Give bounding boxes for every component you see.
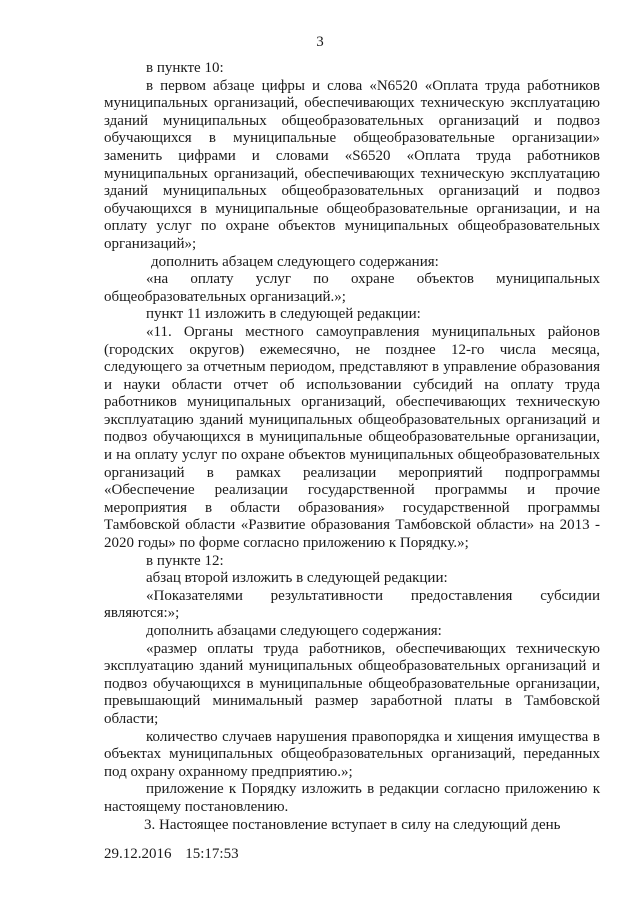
paragraph: дополнить абзацами следующего содержания: <box>146 623 442 639</box>
paragraph: приложение к Порядку изложить в редакции согласно приложению к настоящему постановлению. <box>104 781 600 815</box>
document-body <box>104 60 600 834</box>
paragraph: «11. Органы местного самоуправления муниципальных районов (городских округов) ежемесячно, не позднее 12-го числа месяца, следующего за отчетным периодом, представляют в управление образования и науки области отчет об использовании субсидий на оплату труда работников муниципальных организаций, обеспечивающих техническую эксплуатацию зданий муниципальных общеобразовательных организаций и подвоз обучающихся в муниципальные общеобразовательные организации, и на оплату услуг по охране объектов муниципальных общеобразовательных организаций в рамках реализации мероприятий подпрограммы «Обеспечение реализации государственной программы и прочие мероприятия в области образования» государственной программы Тамбовской области «Развитие образования Тамбовской области» на 2013 - 2020 годы» по форме согласно приложению к Порядку.»; <box>104 323 600 552</box>
paragraph: в пункте 10: <box>146 60 224 76</box>
paragraph: количество случаев нарушения правопорядка и хищения имущества в объектах муниципальных общеобразовательных организаций, переданных под охрану охранному предприятию.»; <box>104 728 600 780</box>
paragraph: «на оплату услуг по охране объектов муниципальных общеобразовательных организаций.»; <box>104 271 600 305</box>
paragraph: в первом абзаце цифры и слова «N6520 «Оплата труда работников муниципальных организаций, обеспечивающих техническую эксплуатацию зданий муниципальных общеобразовательных организаций и подвоз обучающихся в муниципальные общеобразовательные организации» заменить цифрами и словами «S6520 «Оплата труда работников муниципальных организаций, обеспечивающих техническую эксплуатацию зданий муниципальных общеобразовательных организаций и подвоз обучающихся в муниципальные общеобразовательные организации, и на оплату услуг по охране объектов муниципальных общеобразовательных организаций»; <box>104 77 600 252</box>
paragraph: «Показателями результативности предоставления субсидии являются:»; <box>104 587 600 622</box>
footer-time: 15:17:53 <box>185 846 239 862</box>
paragraph: пункт 11 изложить в следующей редакции: <box>146 306 421 323</box>
page-number: 3 <box>316 34 324 50</box>
paragraph: 3. Настоящее постановление вступает в силу на следующий день <box>144 816 561 833</box>
footer-date: 29.12.2016 <box>104 846 172 862</box>
paragraph: дополнить абзацем следующего содержания: <box>151 253 439 270</box>
footer-timestamp <box>104 846 239 863</box>
paragraph: в пункте 12: <box>146 552 224 569</box>
paragraph: абзац второй изложить в следующей редакции: <box>146 570 448 587</box>
paragraph: «размер оплаты труда работников, обеспечивающих техническую эксплуатацию зданий муниципальных общеобразовательных организаций и подвоз обучающихся в муниципальные общеобразовательные организации, превышающий минимальный размер заработной платы в Тамбовской области; <box>104 640 600 727</box>
